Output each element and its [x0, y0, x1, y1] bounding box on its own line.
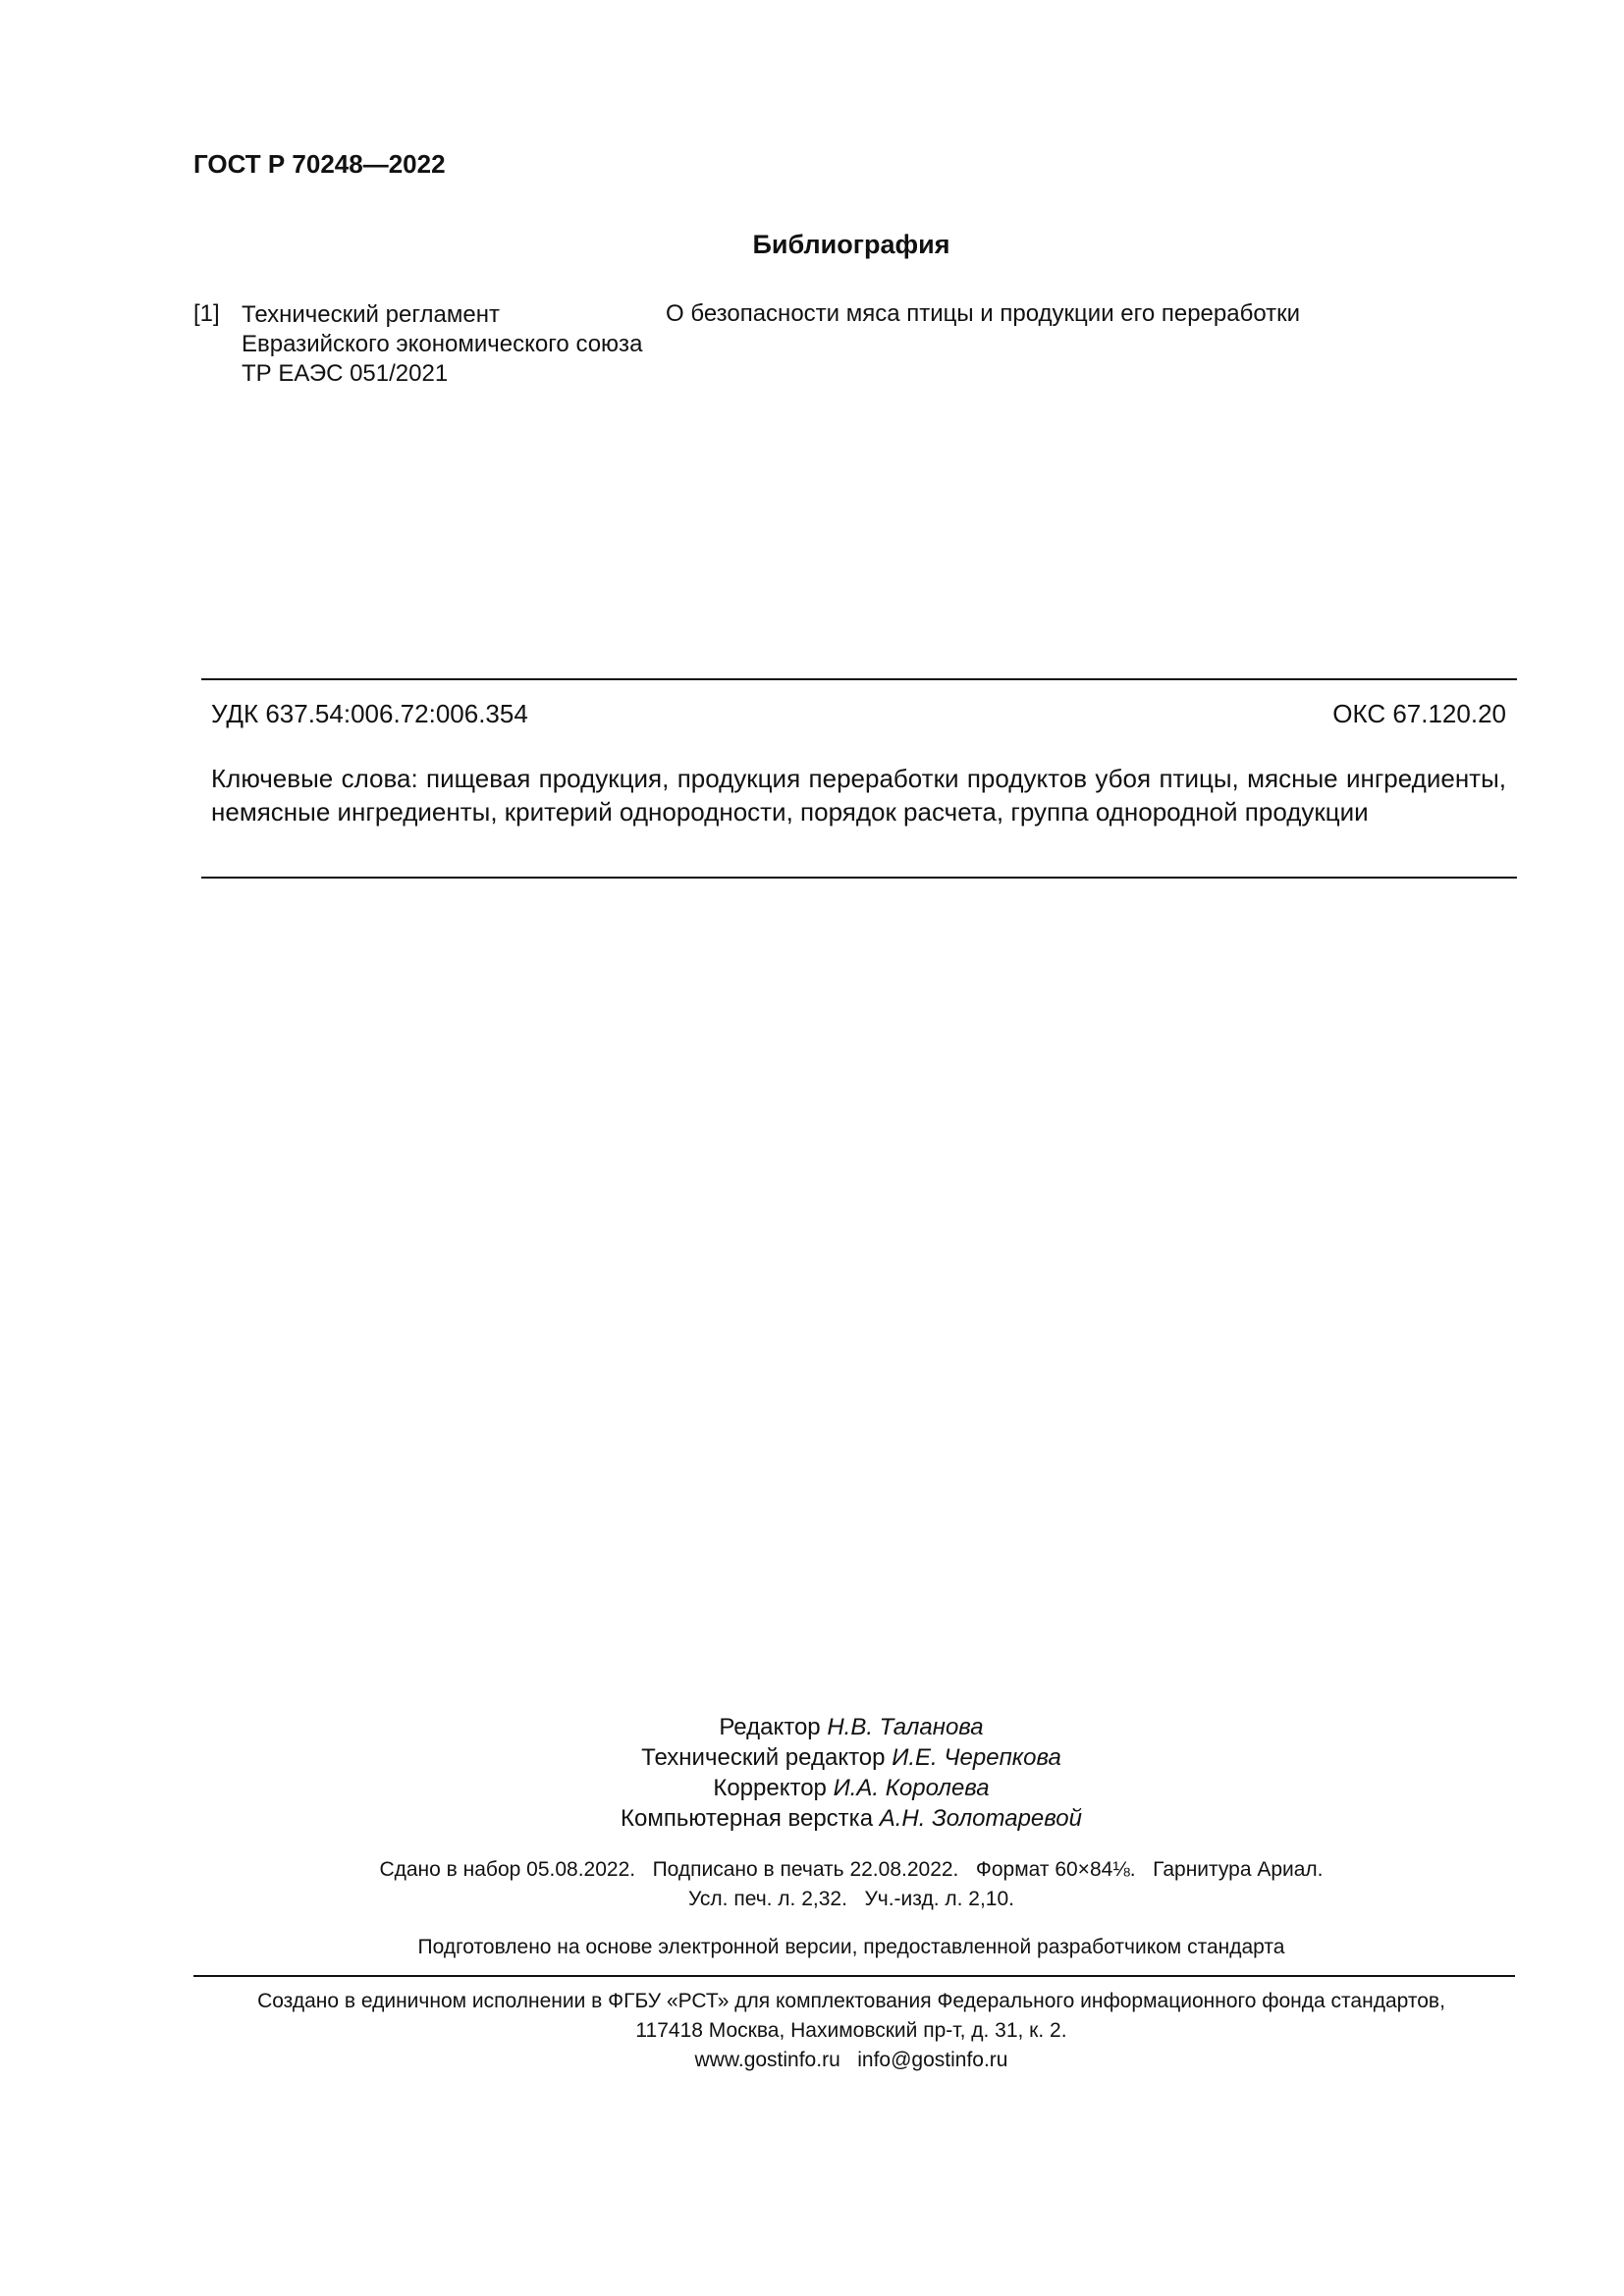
- divider-bottom: [201, 877, 1517, 879]
- credit-role: Корректор: [713, 1775, 827, 1801]
- document-line: Технический регламент: [242, 301, 500, 328]
- credit-person: И.А. Королева: [833, 1775, 990, 1801]
- credit-editor: [0, 1712, 1624, 1742]
- credits-block: [0, 1712, 1624, 1834]
- print-info-line: Сдано в набор 05.08.2022. Подписано в печать 22.08.2022. Формат 60×84⅛. Гарнитура Ариал.: [379, 1858, 1324, 1881]
- oks-code: ОКС 67.120.20: [1332, 699, 1506, 728]
- publisher-footer: [0, 1987, 1624, 2075]
- footer-contacts: www.gostinfo.ru info@gostinfo.ru: [694, 2049, 1008, 2071]
- bibliography-entry-number: [1]: [193, 300, 220, 327]
- divider-footer: [193, 1975, 1515, 1977]
- credit-role: Редактор: [719, 1714, 821, 1740]
- print-info-line: Усл. печ. л. 2,32. Уч.-изд. л. 2,10.: [687, 1888, 1014, 1910]
- document-code: ГОСТ Р 70248—2022: [193, 149, 446, 179]
- bibliography-entry-document: [242, 300, 642, 389]
- credit-person: А.Н. Золотаревой: [879, 1805, 1082, 1832]
- footer-address: 117418 Москва, Нахимовский пр-т, д. 31, к. 2.: [635, 2019, 1067, 2042]
- credit-proofreader: [0, 1773, 1624, 1803]
- udk-code: УДК 637.54:006.72:006.354: [211, 699, 528, 728]
- credit-person: И.Е. Черепкова: [892, 1744, 1061, 1771]
- bibliography-entry-title: О безопасности мяса птицы и продукции его переработки: [666, 300, 1301, 327]
- credit-tech-editor: [0, 1742, 1624, 1773]
- print-info: [0, 1855, 1624, 1914]
- credit-layout: [0, 1803, 1624, 1834]
- document-line: Евразийского экономического союза: [242, 331, 643, 357]
- prepared-note: Подготовлено на основе электронной версии, предоставленной разработчиком стандарта: [417, 1936, 1285, 1958]
- document-line: ТР ЕАЭС 051/2021: [242, 360, 449, 387]
- credit-role: Компьютерная верстка: [621, 1805, 874, 1832]
- credit-person: Н.В. Таланова: [827, 1714, 984, 1740]
- footer-line: Создано в единичном исполнении в ФГБУ «РСТ» для комплектования Федерального информационного фонда стандартов,: [257, 1990, 1445, 2012]
- credit-role: Технический редактор: [641, 1744, 886, 1771]
- keywords-paragraph: Ключевые слова: пищевая продукция, продукция переработки продуктов убоя птицы, мясные ингредиенты, немясные ингредиенты, критерий однородности, порядок расчета, группа однородной продукции: [211, 764, 1506, 827]
- section-title: Библиография: [752, 230, 950, 259]
- divider-top: [201, 678, 1517, 680]
